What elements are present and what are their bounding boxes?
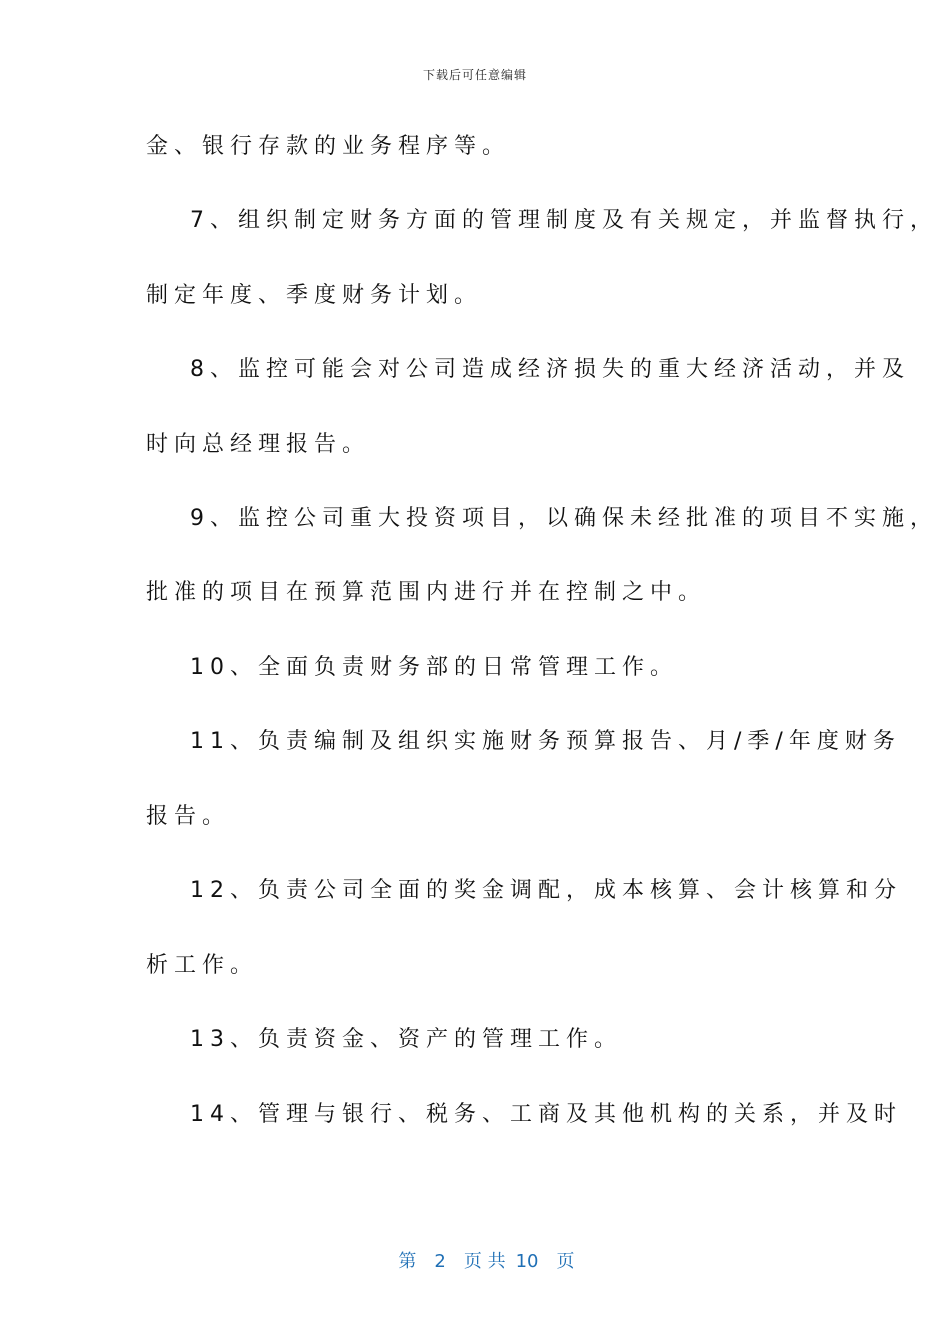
paragraph-line: 析工作。 [146,953,259,978]
paragraph-line: 10、全面负责财务部的日常管理工作。 [190,655,678,680]
footer-middle: 页 共 [463,1251,506,1272]
paragraph-line: 14、管理与银行、税务、工商及其他机构的关系，并及时 [190,1102,902,1127]
paragraph-line: 13、负责资金、资产的管理工作。 [190,1027,622,1052]
footer-prefix: 第 [398,1251,417,1272]
paragraph-line: 金、银行存款的业务程序等。 [146,134,511,159]
paragraph-line: 报告。 [146,804,231,829]
footer-suffix: 页 [556,1251,575,1272]
paragraph-line: 时向总经理报告。 [146,432,371,457]
paragraph-line: 11、负责编制及组织实施财务预算报告、月/季/年度财务 [190,729,901,754]
paragraph-line: 制定年度、季度财务计划。 [146,283,483,308]
page-header: 下载后可任意编辑 [422,68,527,82]
paragraph-line: 9、监控公司重大投资项目，以确保未经批准的项目不实施， [190,506,938,531]
paragraph-line: 7、组织制定财务方面的管理制度及有关规定，并监督执行， [190,208,938,233]
paragraph-line: 批准的项目在预算范围内进行并在控制之中。 [146,580,707,605]
page-footer [0,1226,950,1294]
paragraph-line: 8、监控可能会对公司造成经济损失的重大经济活动，并及 [190,357,910,382]
footer-total-pages: 10 [515,1251,539,1272]
footer-current-page: 2 [434,1251,446,1272]
paragraph-line: 12、负责公司全面的奖金调配，成本核算、会计核算和分 [190,878,902,903]
